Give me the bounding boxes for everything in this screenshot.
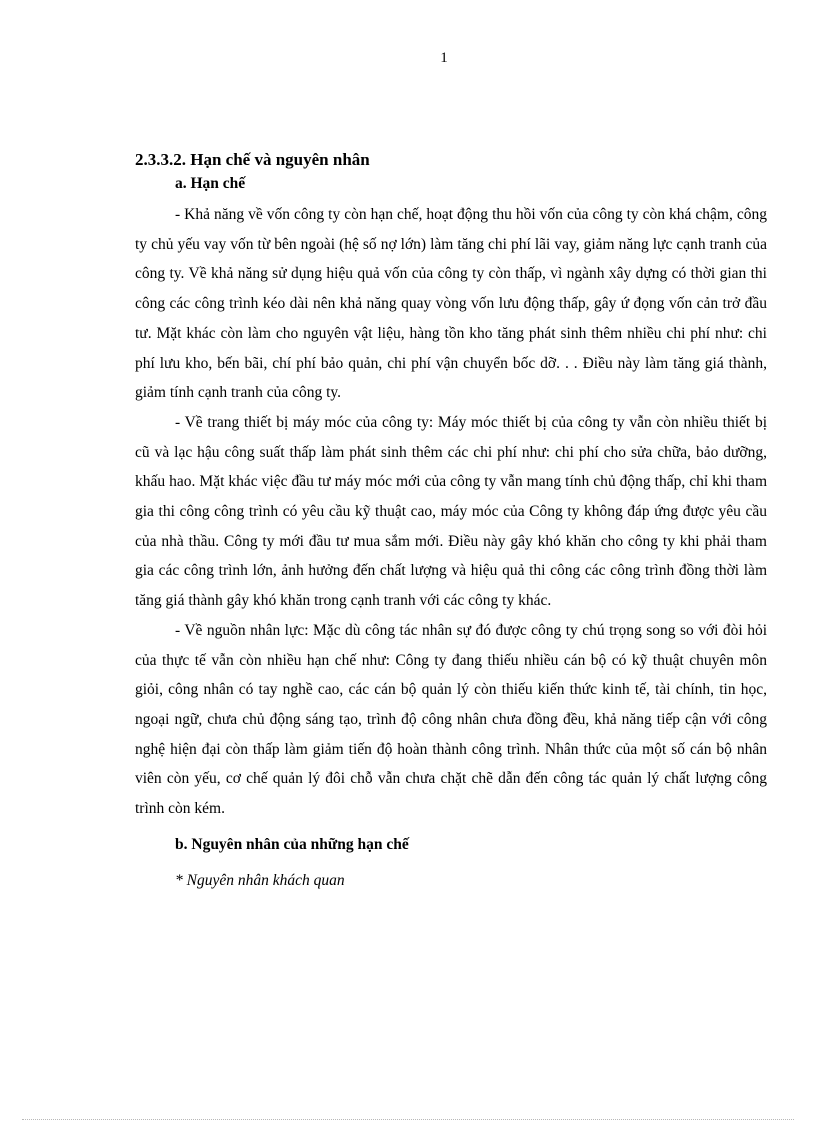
page-bottom-divider [22,1119,794,1120]
section-title: 2.3.3.2. Hạn chế và nguyên nhân [135,150,370,169]
paragraph-equipment: - Về trang thiết bị máy móc của công ty: Máy móc thiết bị của công ty vẫn còn nhiều thiết bị cũ và lạc hậu công suất thấp làm phát sinh thêm các chi phí như: chi phí cho sửa chữa, bảo dưỡng, khấu hao. Mặt khác việc đầu tư máy móc mới của công ty vẫn mang tính chủ động thấp, chỉ khi tham gia thi công công trình có yêu cầu kỹ thuật cao, máy móc của Công ty không đáp ứng được yêu cầu của nhà thầu. Công ty mới đầu tư mua sắm mới. Điều này gây khó khăn cho công ty khi phải tham gia các công trình lớn, ảnh hưởng đến chất lượng và hiệu quả thi công các công trình đồng thời làm tăng giá thành gây khó khăn trong cạnh tranh với các công ty khác. [135,413,767,610]
objective-causes-note: * Nguyên nhân khách quan [175,871,345,889]
subheading-limitations: a. Hạn chế [175,175,246,192]
paragraph-human-resources: - Về nguồn nhân lực: Mặc dù công tác nhân sự đó được công ty chú trọng song so với đòi hỏi của thực tế vẫn còn nhiều hạn chế như: Công ty đang thiếu nhiều cán bộ có kỹ thuật chuyên môn giỏi, công nhân có tay nghề cao, các cán bộ quản lý còn thiếu kiến thức kinh tế, tài chính, tin học, ngoại ngữ, chưa chủ động sáng tạo, trình độ công nhân chưa đồng đều, khả năng tiếp cận với công nghệ hiện đại còn thấp làm giảm tiến độ hoàn thành công trình. Nhân thức của một số cán bộ nhân viên còn yếu, cơ chế quản lý đôi chỗ vẫn chưa chặt chẽ dẫn đến công tác quản lý chất lượng công trình còn kém. [135,621,767,818]
subheading-causes: b. Nguyên nhân của những hạn chế [175,835,409,853]
paragraph-capital: - Khả năng về vốn công ty còn hạn chế, hoạt động thu hồi vốn của công ty còn khá chậm, công ty chủ yếu vay vốn từ bên ngoài (hệ số nợ lớn) làm tăng chi phí lãi vay, giảm năng lực cạnh tranh của công ty. Về khả năng sử dụng hiệu quả vốn của công ty còn thấp, vì ngành xây dựng có thời gian thi công các công trình kéo dài nên khả năng quay vòng vốn lưu động thấp, gây ứ đọng vốn cản trở đầu tư. Mặt khác còn làm cho nguyên vật liệu, hàng tồn kho tăng phát sinh thêm nhiều chi phí như: chi phí lưu kho, bến bãi, chí phí bảo quản, chi phí vận chuyển bốc dỡ. . . Điều này làm tăng giá thành, giảm tính cạnh tranh của công ty. [135,206,767,402]
page-number: 1 [440,50,448,66]
document-body [135,148,767,896]
